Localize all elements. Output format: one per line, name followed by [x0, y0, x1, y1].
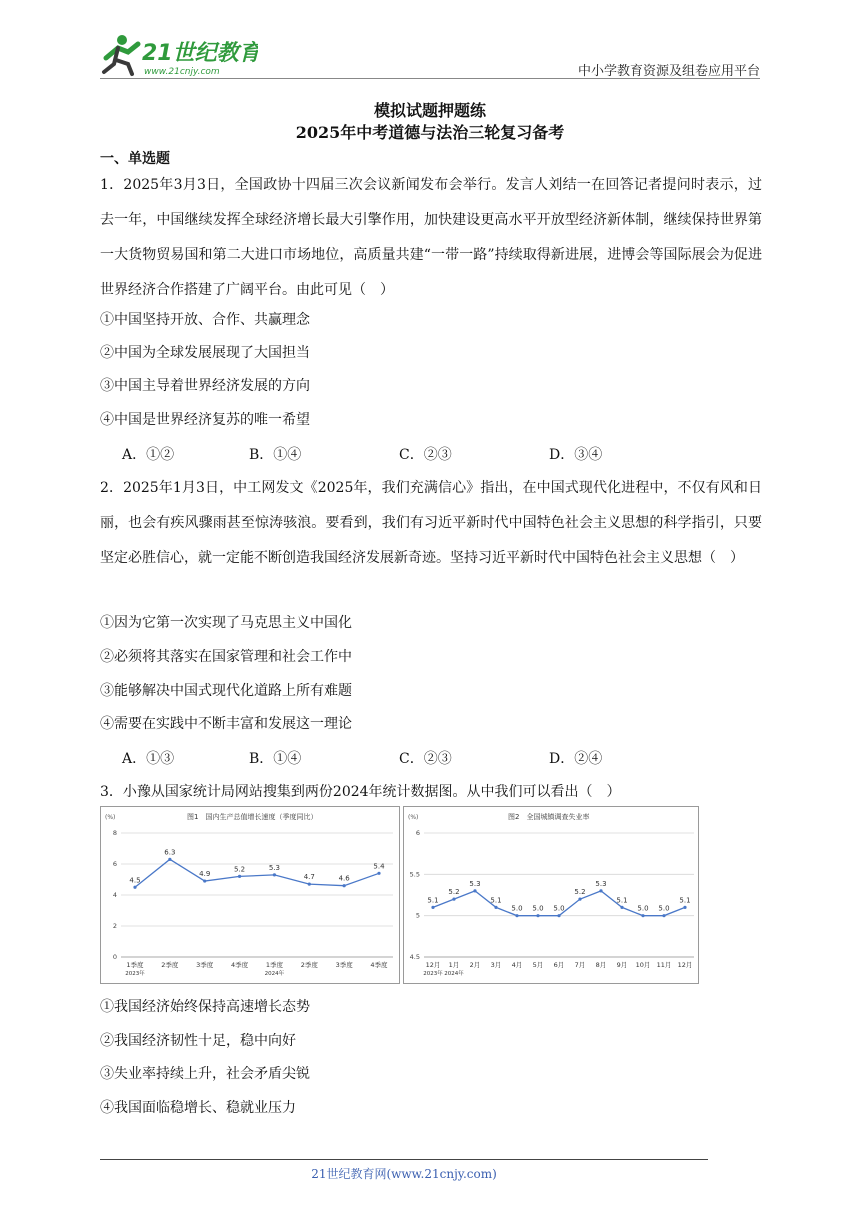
x-tick-label: 8月	[595, 961, 607, 969]
x-tick-label: 4月	[511, 961, 523, 969]
year-label: 2024年	[264, 971, 285, 977]
data-point	[308, 883, 311, 886]
question-1-item-2: ②中国为全球发展展现了大国担当	[100, 345, 310, 361]
y-tick-label: 4	[112, 891, 117, 899]
data-label: 5.0	[637, 904, 649, 913]
question-2-option-d[interactable]: D．②④	[549, 751, 603, 767]
data-point	[662, 914, 665, 917]
series-line	[135, 859, 379, 887]
data-label: 5.1	[616, 896, 628, 905]
data-point	[641, 914, 644, 917]
x-tick-label: 5月	[532, 961, 544, 969]
x-tick-label: 3季度	[335, 961, 353, 969]
data-label: 4.5	[129, 876, 141, 885]
data-point	[494, 906, 497, 909]
title-line-2: 2025年中考道德与法治三轮复习备考	[295, 123, 565, 142]
data-label: 5.2	[448, 888, 460, 897]
site-logo	[98, 30, 258, 78]
data-point	[557, 914, 560, 917]
chart-title: 图1 国内生产总值增长速度（季度同比）	[187, 813, 318, 821]
question-2-options	[122, 748, 742, 768]
data-label: 5.1	[427, 896, 439, 905]
data-point	[377, 872, 380, 875]
y-tick-label: 5	[415, 911, 420, 920]
data-point	[683, 906, 686, 909]
data-point	[620, 906, 623, 909]
question-2-option-b[interactable]: B．①④	[249, 751, 302, 767]
question-3-item-3: ③失业率持续上升，社会矛盾尖锐	[100, 1066, 310, 1082]
y-tick-label: 0	[112, 953, 117, 961]
x-tick-label: 2月	[469, 961, 481, 969]
question-1-option-a[interactable]: A．①②	[122, 447, 175, 463]
question-3-item-4: ④我国面临稳增长、稳就业压力	[100, 1100, 296, 1116]
question-3-item-2: ②我国经济韧性十足，稳中向好	[100, 1033, 296, 1049]
data-label: 5.1	[679, 896, 691, 905]
x-tick-label: 3季度	[196, 961, 214, 969]
header-platform-text: 中小学教育资源及组卷应用平台	[577, 64, 760, 79]
data-point	[599, 889, 602, 892]
data-label: 5.0	[553, 904, 565, 913]
runner-logo-icon	[98, 30, 258, 78]
logo-text: 21世纪教育	[142, 41, 258, 66]
logo-url: www.21cnjy.com	[144, 67, 220, 77]
question-2-item-3: ③能够解决中国式现代化道路上所有难题	[100, 683, 352, 699]
data-label: 5.0	[658, 904, 670, 913]
data-point	[578, 898, 581, 901]
question-1-item-1: ①中国坚持开放、合作、共赢理念	[100, 312, 310, 328]
question-1-options	[122, 444, 742, 464]
data-label: 4.6	[338, 874, 350, 883]
y-tick-label: 4.5	[409, 953, 420, 961]
question-3-stem: 3．小豫从国家统计局网站搜集到两份2024年统计数据图。从中我们可以看出（ ）	[100, 784, 621, 800]
question-2-option-c[interactable]: C．②③	[399, 751, 452, 767]
data-point	[343, 884, 346, 887]
x-tick-label: 11月	[656, 961, 672, 969]
title-line-1: 模拟试题押题练	[373, 101, 486, 120]
y-tick-label: 6	[112, 860, 117, 868]
question-2-item-2: ②必须将其落实在国家管理和社会工作中	[100, 649, 352, 665]
question-2-option-a[interactable]: A．①③	[122, 751, 175, 767]
chart-1-container	[100, 806, 400, 984]
data-point	[452, 898, 455, 901]
data-label: 6.3	[164, 848, 176, 857]
y-tick-label: 6	[415, 829, 420, 837]
data-point	[515, 914, 518, 917]
y-tick-label: 5.5	[409, 870, 420, 879]
gdp-growth-chart	[101, 807, 399, 983]
question-1-option-b[interactable]: B．①④	[249, 447, 302, 463]
x-tick-label: 2季度	[300, 961, 318, 969]
data-point	[473, 889, 476, 892]
x-tick-label: 12月	[677, 961, 693, 969]
x-tick-label: 4季度	[370, 961, 388, 969]
year-label: 2023年	[125, 971, 145, 977]
data-point	[203, 879, 206, 882]
footer-divider	[100, 1159, 708, 1160]
unemployment-rate-chart	[404, 807, 698, 983]
question-1-option-d[interactable]: D．③④	[549, 447, 603, 463]
data-label: 5.0	[532, 904, 544, 913]
data-point	[273, 873, 276, 876]
x-tick-label: 4季度	[231, 961, 249, 969]
section-heading: 一、单选题	[100, 151, 170, 167]
x-tick-label: 2季度	[161, 961, 179, 969]
y-tick-label: 8	[112, 829, 117, 837]
chart-title: 图2 全国城镇调查失业率	[508, 813, 590, 821]
question-3-item-1: ①我国经济始终保持高速增长态势	[100, 999, 310, 1015]
data-label: 5.1	[490, 896, 502, 905]
y-axis-unit: (%)	[408, 814, 419, 821]
data-label: 5.2	[574, 888, 586, 897]
data-label: 5.3	[595, 879, 607, 888]
question-1-stem: 1．2025年3月3日，全国政协十四届三次会议新闻发布会举行。发言人刘结一在回答记者提问时表示，过去一年，中国继续发挥全球经济增长最大引擎作用，加快建设更高水平开放型经济新体制，继续保持世界第一大货物贸易国和第二大进口市场地位，高质量共建“一带一路”持续取得新进展，进博会等国际展会为促进世界经济合作搭建了广阔平台。由此可见（ ）	[100, 177, 762, 298]
x-tick-label: 1月	[448, 961, 460, 969]
year-label: 2023年	[423, 971, 443, 977]
data-label: 4.7	[303, 873, 315, 882]
data-point	[536, 914, 539, 917]
question-2-item-1: ①因为它第一次实现了马克思主义中国化	[100, 615, 352, 631]
x-tick-label: 9月	[616, 961, 628, 969]
data-label: 5.2	[234, 865, 246, 874]
x-tick-label: 12月	[425, 961, 441, 969]
x-tick-label: 10月	[635, 961, 651, 969]
data-label: 5.0	[511, 904, 523, 913]
x-tick-label: 3月	[490, 961, 502, 969]
x-tick-label: 7月	[574, 961, 586, 969]
data-label: 5.3	[268, 863, 280, 872]
question-1-item-4: ④中国是世界经济复苏的唯一希望	[100, 412, 310, 428]
data-point	[168, 858, 171, 861]
year-label: 2024年	[444, 971, 464, 977]
header-divider	[100, 78, 760, 79]
data-label: 5.4	[373, 862, 385, 871]
data-point	[238, 875, 241, 878]
x-tick-label: 1季度	[265, 961, 283, 969]
question-1-option-c[interactable]: C．②③	[399, 447, 452, 463]
data-point	[133, 886, 136, 889]
footer-text: 21世纪教育网(www.21cnjy.com)	[311, 1167, 497, 1181]
chart-2-container	[403, 806, 699, 984]
y-axis-unit: (%)	[105, 814, 116, 821]
question-2-item-4: ④需要在实践中不断丰富和发展这一理论	[100, 716, 352, 732]
y-tick-label: 2	[112, 922, 117, 930]
question-2-stem: 2．2025年1月3日，中工网发文《2025年，我们充满信心》指出，在中国式现代化进程中，不仅有风和日丽，也会有疾风骤雨甚至惊涛骇浪。要看到，我们有习近平新时代中国特色社会主义思想的科学指引，只要坚定必胜信心，就一定能不断创造我国经济发展新奇迹。坚持习近平新时代中国特色社会主义思想（ ）	[100, 480, 762, 566]
data-point	[431, 906, 434, 909]
question-1-item-3: ③中国主导着世界经济发展的方向	[100, 378, 310, 394]
x-tick-label: 6月	[553, 961, 565, 969]
x-tick-label: 1季度	[126, 961, 144, 969]
data-label: 5.3	[469, 879, 481, 888]
data-label: 4.9	[199, 870, 211, 879]
